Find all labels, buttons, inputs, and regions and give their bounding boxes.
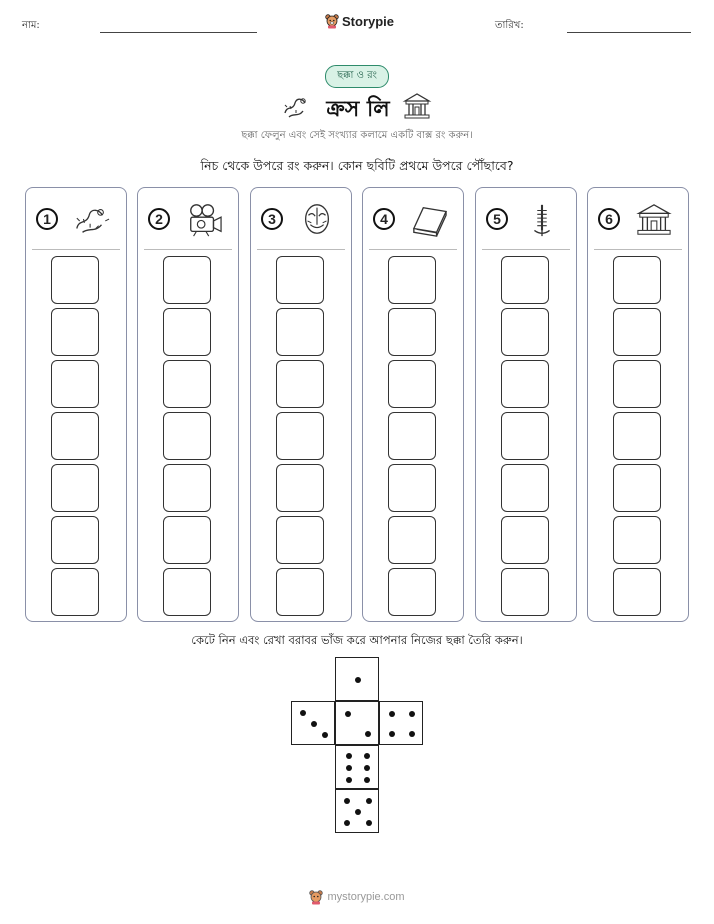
dice-pip [366, 798, 372, 804]
dice-instruction: কেটে নিন এবং রেখা বরাবর ভাঁজ করে আপনার নিজের ছক্কা তৈরি করুন। [191, 633, 523, 647]
dice-face-5 [335, 789, 379, 833]
column-divider [32, 249, 120, 250]
color-box[interactable] [51, 360, 99, 408]
dice-face-6 [335, 745, 379, 789]
dice-face-1 [335, 657, 379, 701]
column-5 [475, 187, 577, 622]
dice-pip [346, 765, 352, 771]
column-number: 4 [373, 208, 395, 230]
color-box[interactable] [501, 412, 549, 460]
color-box[interactable] [388, 256, 436, 304]
film-camera-icon [182, 202, 226, 238]
color-box[interactable] [613, 464, 661, 512]
column-6 [587, 187, 689, 622]
date-line[interactable] [567, 32, 691, 33]
dragon-icon [70, 202, 114, 238]
column-divider [594, 249, 682, 250]
color-box[interactable] [163, 464, 211, 512]
dice-pip [345, 711, 351, 717]
dice-pip [364, 777, 370, 783]
dice-pip [300, 710, 306, 716]
color-box[interactable] [276, 568, 324, 616]
dice-face-4 [379, 701, 423, 745]
dice-pip [311, 721, 317, 727]
dice-pip [344, 820, 350, 826]
color-box[interactable] [276, 412, 324, 460]
page-title: ক্রস লি [326, 97, 390, 122]
sword-icon [520, 202, 564, 238]
color-box[interactable] [501, 308, 549, 356]
bear-icon [325, 13, 339, 29]
color-box[interactable] [613, 256, 661, 304]
opera-mask-icon [295, 202, 339, 238]
color-box[interactable] [501, 360, 549, 408]
name-line[interactable] [100, 32, 257, 33]
color-box[interactable] [51, 412, 99, 460]
subtitle: ছক্কা ফেলুন এবং সেই সংখ্যার কলামে একটি বাক্স রং করুন। [241, 130, 473, 141]
dice-pip [365, 731, 371, 737]
dragon-icon [281, 93, 309, 121]
dice-pip [389, 731, 395, 737]
footer-url: mystorypie.com [327, 891, 405, 903]
brand-name: Storypie [342, 13, 395, 29]
color-box[interactable] [163, 516, 211, 564]
dice-pip [346, 753, 352, 759]
color-box[interactable] [613, 568, 661, 616]
color-box[interactable] [501, 516, 549, 564]
column-number: 3 [261, 208, 283, 230]
color-box[interactable] [51, 516, 99, 564]
color-box[interactable] [388, 412, 436, 460]
column-divider [482, 249, 570, 250]
color-box[interactable] [276, 360, 324, 408]
temple-icon [402, 91, 432, 121]
column-3 [250, 187, 352, 622]
color-box[interactable] [613, 516, 661, 564]
color-box[interactable] [163, 412, 211, 460]
color-box[interactable] [613, 308, 661, 356]
dice-pip [366, 820, 372, 826]
question-text: নিচ থেকে উপরে রং করুন। কোন ছবিটি প্রথমে উপরে পৌঁছাবে? [200, 158, 514, 173]
color-box[interactable] [501, 464, 549, 512]
dice-pip [364, 765, 370, 771]
color-box[interactable] [276, 308, 324, 356]
color-box[interactable] [388, 308, 436, 356]
dice-face-3 [291, 701, 335, 745]
dice-pip [355, 677, 361, 683]
color-box[interactable] [163, 308, 211, 356]
color-box[interactable] [501, 568, 549, 616]
column-4 [362, 187, 464, 622]
dice-pip [389, 711, 395, 717]
column-divider [144, 249, 232, 250]
date-label: তারিখ: [495, 20, 524, 31]
column-2 [137, 187, 239, 622]
color-box[interactable] [51, 256, 99, 304]
book-icon [407, 202, 451, 238]
column-divider [369, 249, 457, 250]
color-box[interactable] [613, 360, 661, 408]
dice-pip [346, 777, 352, 783]
brand-logo [325, 13, 394, 29]
color-box[interactable] [51, 568, 99, 616]
dice-pip [344, 798, 350, 804]
color-box[interactable] [163, 256, 211, 304]
dice-pip [409, 731, 415, 737]
dice-pip [409, 711, 415, 717]
color-box[interactable] [163, 360, 211, 408]
footer [0, 889, 714, 908]
color-box[interactable] [276, 516, 324, 564]
color-box[interactable] [51, 464, 99, 512]
column-number: 6 [598, 208, 620, 230]
dice-face-2 [335, 701, 379, 745]
column-number: 5 [486, 208, 508, 230]
color-box[interactable] [163, 568, 211, 616]
column-1 [25, 187, 127, 622]
temple-icon [632, 202, 676, 238]
color-box[interactable] [501, 256, 549, 304]
name-label: নাম: [22, 20, 40, 31]
color-box[interactable] [276, 256, 324, 304]
column-number: 1 [36, 208, 58, 230]
column-divider [257, 249, 345, 250]
color-box[interactable] [388, 360, 436, 408]
dice-pip [364, 753, 370, 759]
dice-pip [355, 809, 361, 815]
color-box[interactable] [51, 308, 99, 356]
color-box[interactable] [613, 412, 661, 460]
dice-pip [322, 732, 328, 738]
color-box[interactable] [388, 464, 436, 512]
game-badge: ছক্কা ও রং [325, 65, 389, 88]
color-box[interactable] [276, 464, 324, 512]
color-box[interactable] [388, 516, 436, 564]
bear-icon [309, 889, 323, 905]
column-number: 2 [148, 208, 170, 230]
color-box[interactable] [388, 568, 436, 616]
